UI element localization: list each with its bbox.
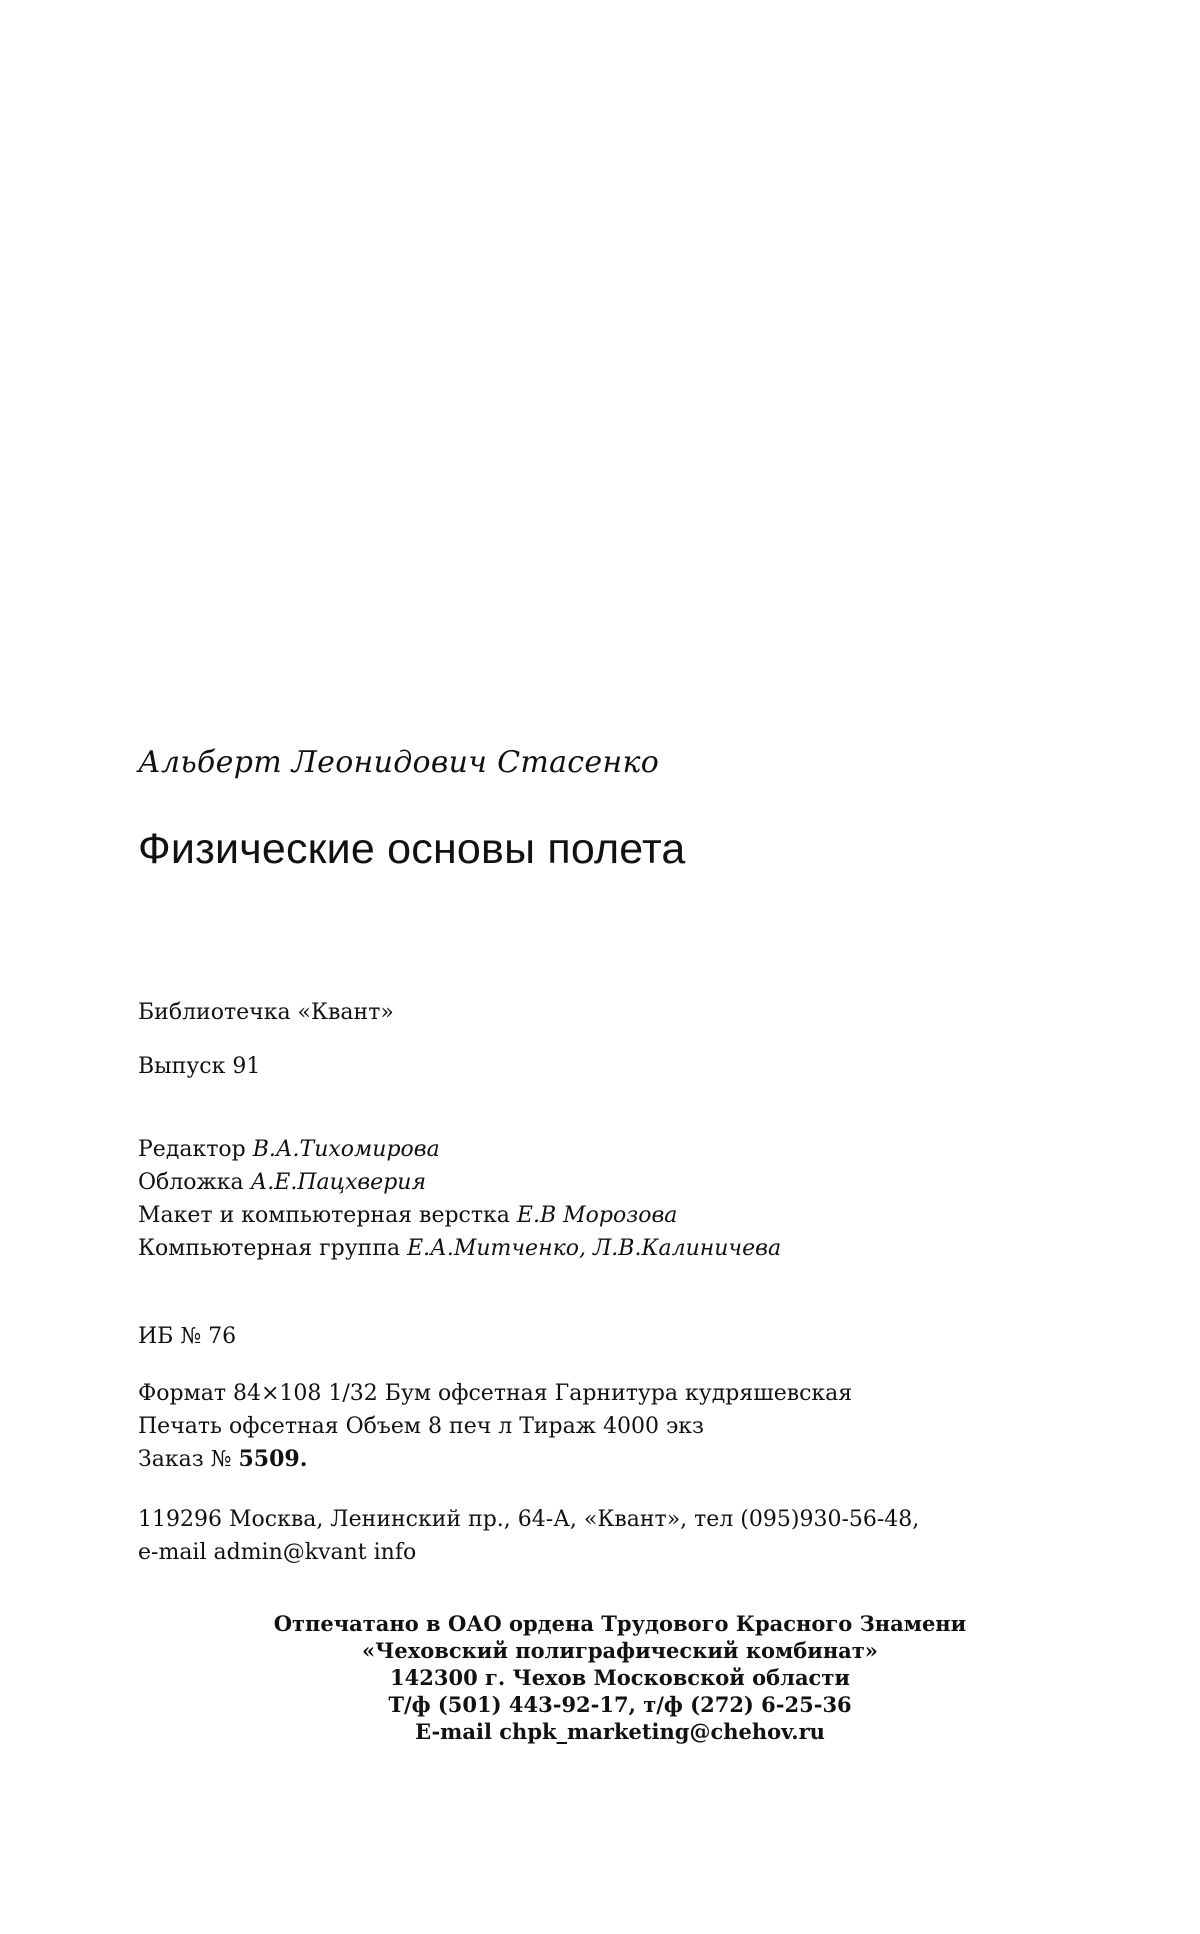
printer-line: Т/ф (501) 443-92-17, т/ф (272) 6-25-36 (388, 1692, 852, 1717)
order-number: 5509. (238, 1446, 308, 1472)
publisher-address (138, 1503, 919, 1569)
credit-role: Редактор (138, 1137, 246, 1162)
credits-list (138, 1133, 781, 1265)
format-line: Формат 84×108 1/32 Бум офсетная Гарнитура кудряшевская (138, 1381, 853, 1406)
credit-role: Обложка (138, 1170, 244, 1195)
printer-line: «Чеховский полиграфический комбинат» (362, 1638, 878, 1663)
issue-number: Выпуск 91 (138, 1054, 261, 1079)
order-label: Заказ № (138, 1447, 232, 1472)
order-line (138, 1443, 852, 1476)
series-name: Библиотечка «Квант» (138, 1000, 394, 1025)
printer-line: Отпечатано в ОАО ордена Трудового Красного Знамени (273, 1611, 967, 1636)
ib-number: ИБ № 76 (138, 1324, 237, 1349)
format-details (138, 1377, 852, 1476)
credit-layout (138, 1199, 781, 1232)
printer-line: 142300 г. Чехов Московской области (390, 1665, 850, 1690)
print-line: Печать офсетная Объем 8 печ л Тираж 4000 экз (138, 1414, 705, 1439)
email-line: e-mail admin@kvant info (138, 1540, 417, 1565)
credit-editor (138, 1133, 781, 1166)
printer-line: E-mail chpk_marketing@chehov.ru (415, 1719, 825, 1744)
credit-role: Макет и компьютерная верстка (138, 1203, 510, 1228)
printer-info (0, 1610, 1200, 1745)
address-line: 119296 Москва, Ленинский пр., 64-А, «Квант», тел (095)930-56-48, (138, 1507, 920, 1532)
credit-computer-group (138, 1232, 781, 1265)
credit-name: Е.А.Митченко, Л.В.Калиничева (407, 1236, 782, 1261)
credit-role: Компьютерная группа (138, 1236, 401, 1261)
credit-cover (138, 1166, 781, 1199)
book-title: Физические основы полета (138, 825, 686, 873)
credit-name: А.Е.Пацхверия (250, 1170, 427, 1195)
book-author: Альберт Леонидович Стасенко (138, 745, 660, 780)
credit-name: Е.В Морозова (516, 1203, 678, 1228)
credit-name: В.А.Тихомирова (252, 1137, 440, 1162)
